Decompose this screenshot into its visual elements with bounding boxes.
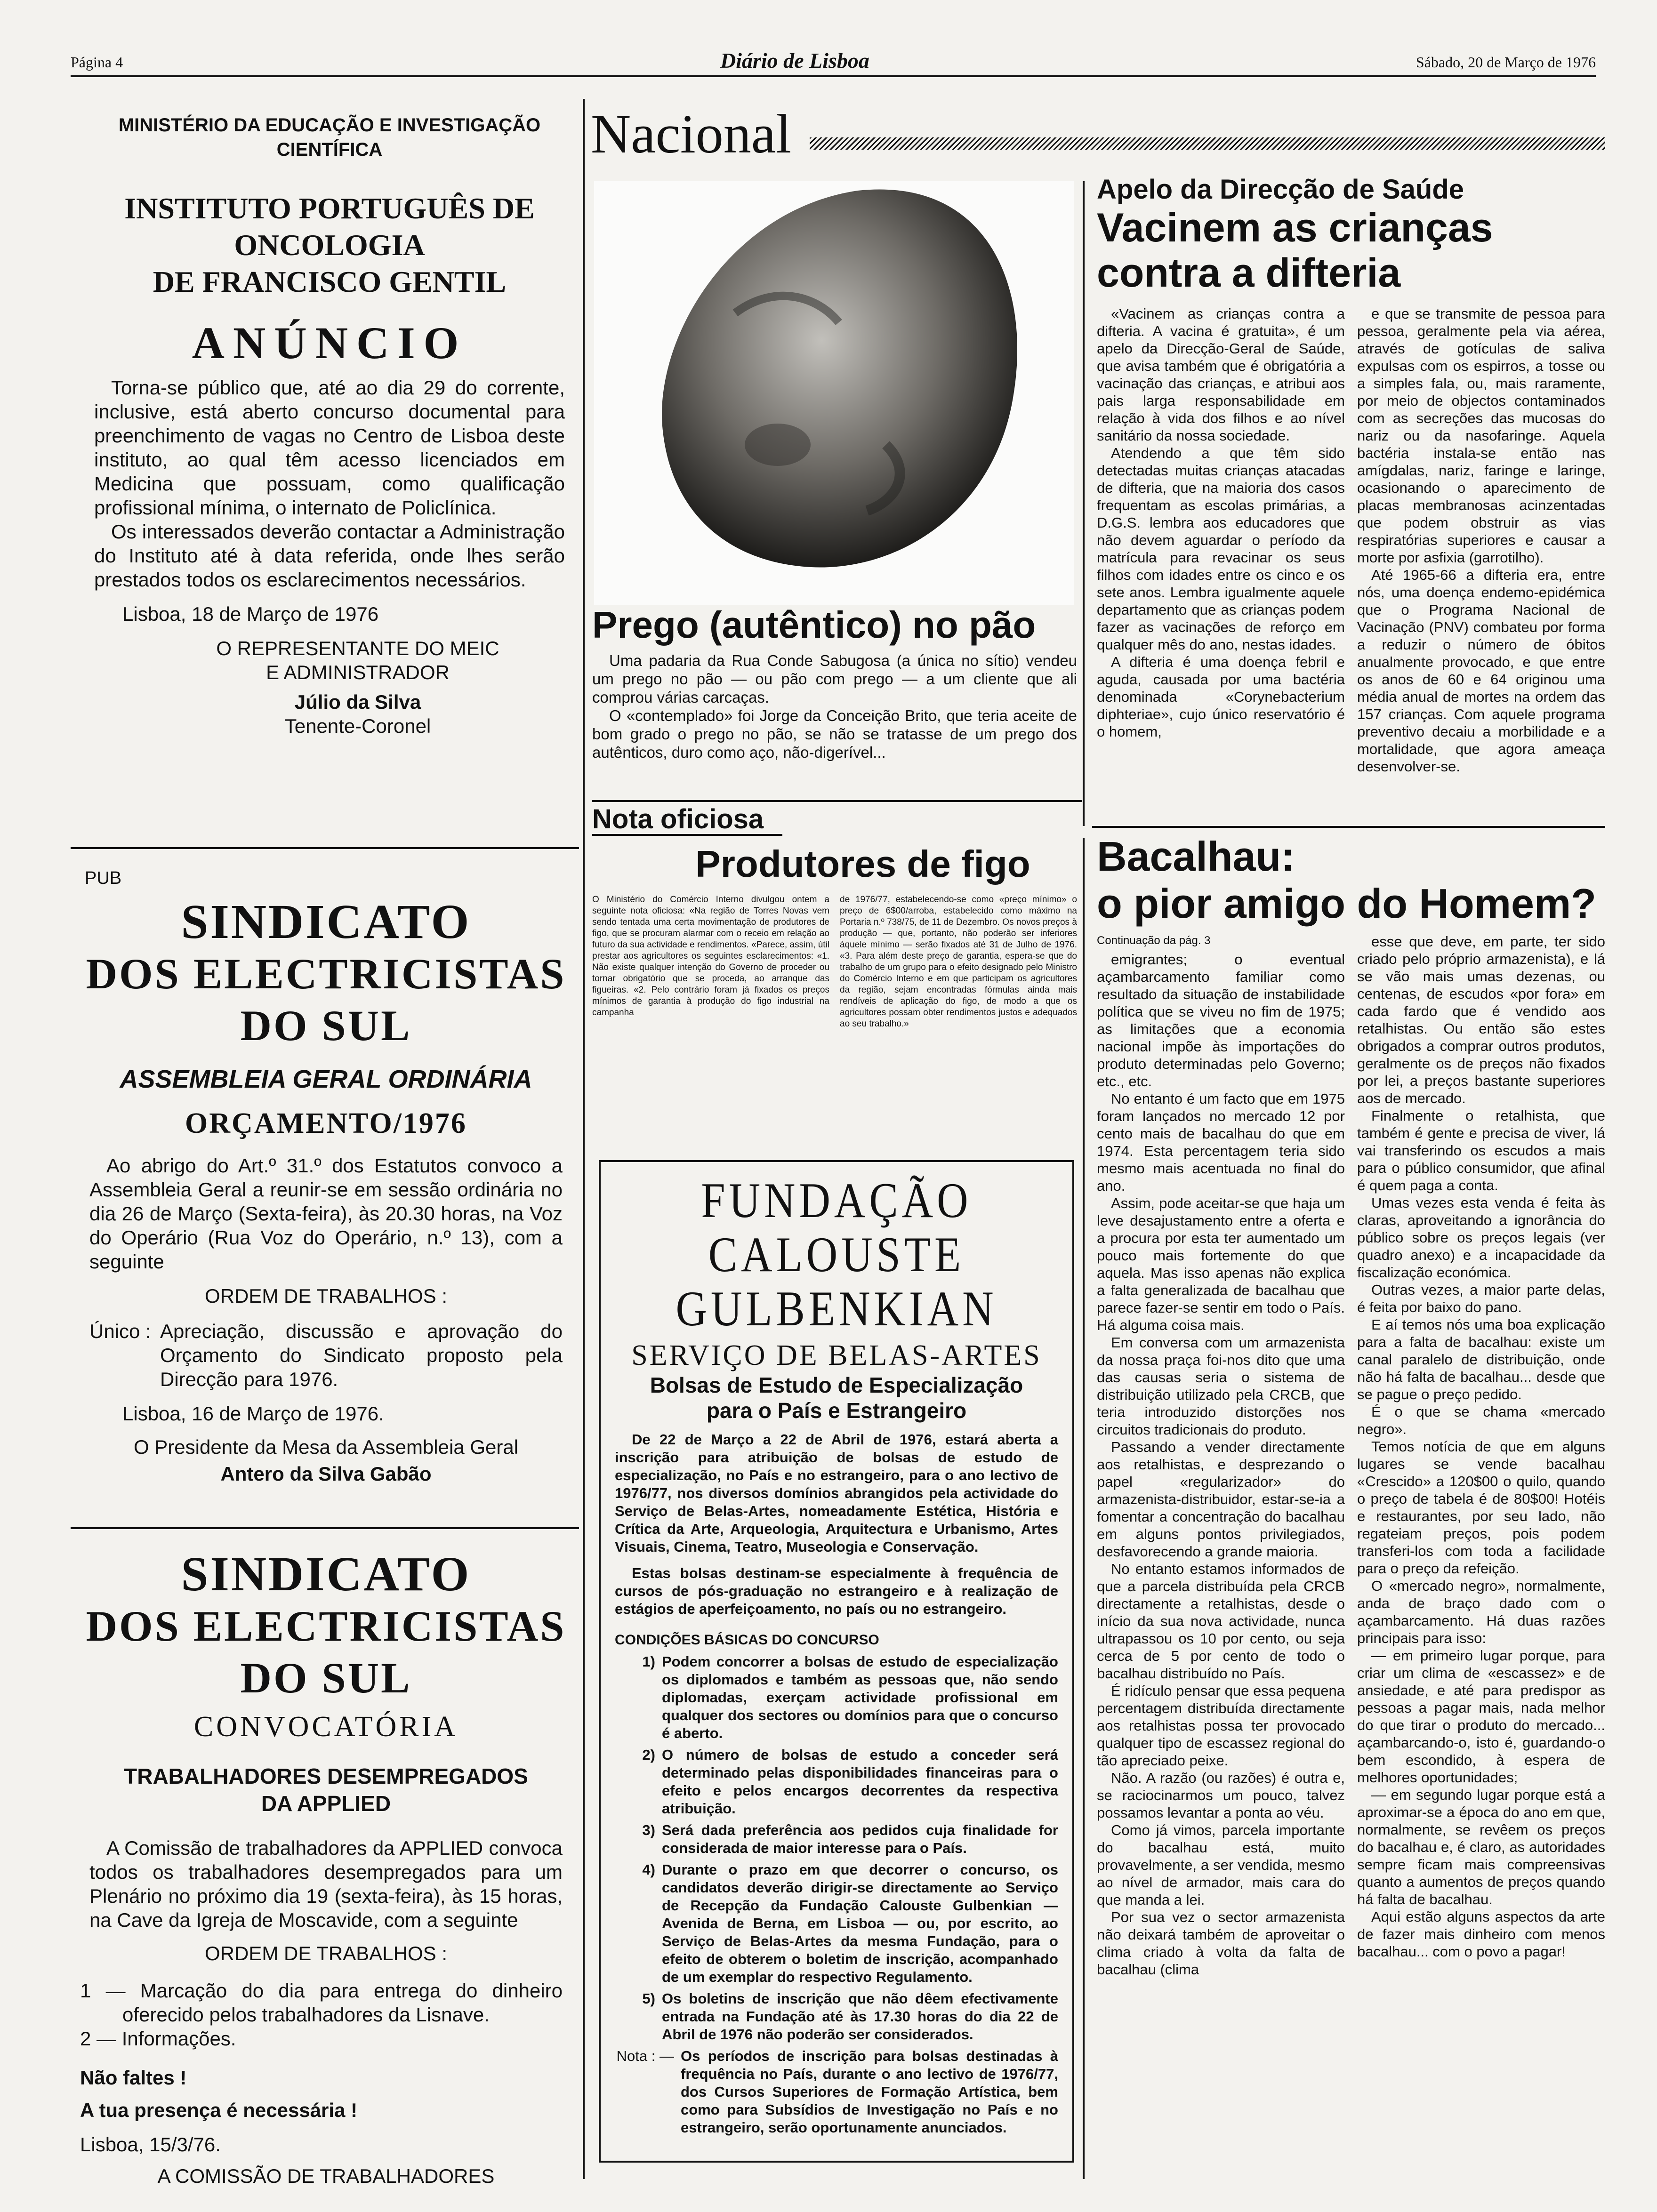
foundation-name xyxy=(615,1173,1058,1336)
conditions-list xyxy=(615,1653,1058,2137)
nota-oficiosa xyxy=(592,805,1077,1030)
signer-role-2: E ADMINISTRADOR xyxy=(266,661,450,683)
agenda-item-2: 2 — Informações. xyxy=(80,2028,236,2050)
vacina-column-2 xyxy=(1357,305,1605,775)
vacina-paragraph: Até 1965-66 a difteria era, entre nós, uma doença endemo-epidémica que o Programa Nacional de Vacinação (PNV) combateu por forma a reduzir o número de óbitos anualmente provocado, e que entre os anos de 60 e 64 originou uma média anual de mortes na ordem das 157 crianças. Com aquele programa preventivo decaiu a morbilidade e a mortalidade, que agora ameaça desenvolver-se. xyxy=(1357,567,1605,775)
condition-number: 4) xyxy=(642,1861,655,1878)
vacina-columns xyxy=(1097,305,1605,775)
signer-rank: Tenente-Coronel xyxy=(284,715,431,737)
page-number: Página 4 xyxy=(71,54,123,71)
bacalhau-paragraph: No entanto estamos informados de que a parcela distribuída pela CRCB directamente a retalhistas, desde o início da sua nova actividade, nunca ultrapassou os 10 por cento, ou seja cerca de 5 por cento de todo o bacalhau distribuído no País. xyxy=(1097,1561,1345,1682)
agenda-heading: ORDEM DE TRABALHOS : xyxy=(205,1942,447,1964)
column-rule-left xyxy=(583,99,585,2179)
bacalhau-paragraph: esse que deve, em parte, ter sido criado pelo próprio armazenista), e lá se vão mais umas dezenas, ou centenas, de escudos «por fora» em cada fardo que é vendido aos retalhistas. Ou então são estes obrigados a comprar outros produtos, geralmente os de preços não fixados por lei, a preços bastante superiores aos de mercado. xyxy=(1357,933,1605,1106)
bacalhau-paragraph: Passando a vender directamente aos retalhistas, e desprezando o papel «regularizador» do armazenista-distribuidor, estar-se-ia a fomentar a concentração do bacalhau em alguns pontos privilegiados, desfavorecendo a grande maioria. xyxy=(1097,1439,1345,1560)
bacalhau-paragraph: O «mercado negro», normalmente, anda de braço dado com o açambarcamento. Há duas razões principais para isso: xyxy=(1357,1578,1605,1646)
prego-body-2: O «contemplado» foi Jorge da Conceição Brito, que teria aceite de bom grado o prego no pão, se não se tratasse de um prego dos autênticos, duro como aço, não-digerível... xyxy=(592,707,1077,761)
bacalhau-paragraph: No entanto é um facto que em 1975 foram lançados no mercado 12 por cento mais de bacalhau do que em 1974. Esta percentagem teria sido mesmo mais acentuada no final do ano. xyxy=(1097,1090,1345,1194)
bacalhau-paragraph: Em conversa com um armazenista da nossa praça foi-nos dito que uma das causas seria o sistema de distribuição utilizado pela CRCB, que teria introduzido distorções nos circuitos tradicionais do produto. xyxy=(1097,1334,1345,1438)
condition-number: Nota : — xyxy=(616,2048,674,2064)
vacina-column-1 xyxy=(1097,305,1345,775)
gulbenkian-ad xyxy=(599,1160,1074,2163)
condition-item xyxy=(615,1821,1058,1857)
condition-item xyxy=(615,1861,1058,1986)
bacalhau-paragraph: Como já vimos, parcela importante do bacalhau está, muito provavelmente, a ser vendida, mesmo ao nível de armador, mais cara do que manda a lei. xyxy=(1097,1822,1345,1908)
union-name xyxy=(71,1548,581,1704)
convocation-subject xyxy=(71,1763,581,1817)
bacalhau-paragraph: Por sua vez o sector armazenista não deixará também de aproveitar o clima criado à volta da falta de bacalhau (clima xyxy=(1097,1909,1345,1978)
signer-name: Júlio da Silva xyxy=(294,691,421,713)
union-name-line-1: SINDICATO xyxy=(181,895,471,949)
masthead-rule xyxy=(71,75,1596,77)
sindicato-convocation-ad xyxy=(71,1548,581,2188)
bacalhau-paragraph: Outras vezes, a maior parte delas, é feita por baixo do pano. xyxy=(1357,1282,1605,1315)
grant-purpose: Estas bolsas destinam-se especialmente à frequência de cursos de pós-graduação no estrangeiro e à realização de estágios de aperfeiçoamento, no país ou no estrangeiro. xyxy=(615,1565,1058,1617)
divider xyxy=(1092,826,1605,828)
column-rule-middle xyxy=(1083,181,1085,826)
grant-title-line-2: para o País e Estrangeiro xyxy=(706,1398,967,1423)
section-title: Nacional xyxy=(591,103,791,165)
prego-article xyxy=(592,602,1077,761)
nota-columns xyxy=(592,894,1077,1030)
condition-item xyxy=(615,1990,1058,2044)
announcement-heading: ANÚNCIO xyxy=(192,318,467,368)
subject-line-2: DA APPLIED xyxy=(261,1791,391,1816)
vacina-kicker: Apelo da Direcção de Saúde xyxy=(1097,174,1464,205)
assembly-signer: Antero da Silva Gabão xyxy=(220,1463,432,1485)
service-name: SERVIÇO DE BELAS-ARTES xyxy=(631,1339,1042,1371)
bread-with-nail-image xyxy=(594,181,1074,605)
union-name-line-2: DOS ELECTRICISTAS DO SUL xyxy=(86,950,566,1050)
bacalhau-paragraph: Aqui estão alguns aspectos da arte de fazer mais dinheiro com menos bacalhau... com o povo a pagar! xyxy=(1357,1908,1605,1960)
signer-role-1: O REPRESENTANTE DO MEIC xyxy=(216,637,499,659)
bacalhau-title xyxy=(1097,833,1605,927)
condition-number: 1) xyxy=(642,1653,655,1670)
condition-item xyxy=(615,1653,1058,1742)
condition-text: Será dada preferência aos pedidos cuja finalidade for considerada de maior interesse para o País. xyxy=(662,1822,1058,1856)
institute-line-1: INSTITUTO PORTUGUÊS DE ONCOLOGIA xyxy=(124,192,535,262)
condition-number: 2) xyxy=(642,1747,655,1763)
condition-text: Os períodos de inscrição para bolsas destinadas à frequência no País, durante o ano lectivo de 1976/77, dos Cursos Superiores de Formação Artística, bem como para Subsídios de Investigação no País e no estrangeiro, serão oportunamente anunciados. xyxy=(681,2048,1058,2136)
condition-text: Os boletins de inscrição que não dêem efectivamente entrada na Fundação até às 17.30 horas do dia 22 de Abril de 1976 não poderão ser considerados. xyxy=(662,1990,1058,2043)
continuation-note: Continuação da pág. 3 xyxy=(1097,934,1211,947)
bacalhau-paragraph: Não. A razão (ou razões) é outra e, se raciocinarmos um pouco, talvez possamos levantar a ponta ao véu. xyxy=(1097,1770,1345,1821)
assembly-date: Lisboa, 16 de Março de 1976. xyxy=(122,1403,384,1425)
assembly-body: Ao abrigo do Art.º 31.º dos Estatutos convoco a Assembleia Geral a reunir-se em sessão ordinária no dia 26 de Março (Sexta-feira), às 20.30 horas, na Voz do Operário (Rua Voz do Operário, n.º 13), com a seguinte xyxy=(89,1154,563,1273)
vacina-paragraph: A difteria é uma doença febril e aguda, causada por uma bactéria denominada «Corynebacterium diphteriae», cujo único reservatório é o homem, xyxy=(1097,654,1345,740)
bacalhau-paragraph: — em segundo lugar porque está a aproximar-se a época do ano em que, normalmente, se revêem os preços do bacalhau e, é claro, as autoridades sempre ficam mais compreensivas quanto a aumentos de preços quando há falta de bacalhau. xyxy=(1357,1787,1605,1907)
nota-title: Produtores de figo xyxy=(695,843,1030,885)
condition-text: Podem concorrer a bolsas de estudo de especialização os diplomados e também as pessoas que, não sendo diplomadas, exerçam actividade profissional em qualquer dos sectores ou domínios para que o concurso é aberto. xyxy=(662,1653,1058,1741)
prego-title: Prego (autêntico) no pão xyxy=(592,604,1036,646)
institute-line-2: DE FRANCISCO GENTIL xyxy=(153,265,507,298)
vacina-paragraph: e que se transmite de pessoa para pessoa, geralmente pela via aérea, através de gotículas de saliva expulsas com os espirros, a tosse ou a simples fala, ou, mais raramente, por meio de objectos contaminados com as secreções das mucosas do nariz ou da nasofaringe. Aquela bactéria instala-se então nas amígdalas, nariz, faringe e laringe, ocasionando o aparecimento de placas membranosas acinzentadas que podem obstruir as vias respiratórias superiores e causar a morte por asfixia (garrotilho). xyxy=(1357,305,1605,566)
subject-line-1: TRABALHADORES DESEMPREGADOS xyxy=(124,1764,528,1788)
bacalhau-paragraph: emigrantes; o eventual açambarcamento familiar como resultado da situação de instabilidade política que se viveu no fim de 1975; as limitações que a economia nacional impõe às importações do produto determinadas pelo Governo; etc., etc. xyxy=(1097,951,1345,1090)
union-name xyxy=(71,896,581,1051)
bread-photo xyxy=(594,181,1074,605)
union-name-line-1: SINDICATO xyxy=(181,1547,471,1601)
convocation-date: Lisboa, 15/3/76. xyxy=(80,2133,221,2156)
bacalhau-column-1 xyxy=(1097,933,1345,1978)
vacina-title xyxy=(1097,205,1605,296)
nota-kicker: Nota oficiosa xyxy=(592,805,782,836)
union-name-line-2: DOS ELECTRICISTAS DO SUL xyxy=(86,1602,566,1702)
nota-column-1: O Ministério do Comércio Interno divulgou ontem a seguinte nota oficiosa: «Na região de Torres Novas vem sendo tentada uma certa movimentação de produtores de figo, que se procuram alarmar com o receio em relação ao futuro da sua actividade e rendimentos. «Parece, assim, útil prestar aos agricultores os seguintes esclarecimentos: «1. Não existe qualquer intenção do Governo de proceder ou tornar obrigatório que se proceda, ao arranque das figueiras. «2. Pelo contrário foram já fixados os preços mínimos de garantia à produção do figo industrial na campanha xyxy=(592,895,829,1018)
bacalhau-column-1-body xyxy=(1097,951,1345,1978)
bacalhau-columns xyxy=(1097,933,1605,1978)
assembly-signer-role: O Presidente da Mesa da Assembleia Geral xyxy=(133,1436,519,1458)
agenda-item xyxy=(71,1319,581,1391)
condition-item xyxy=(615,2047,1058,2137)
foundation-name-line-1: FUNDAÇÃO CALOUSTE xyxy=(701,1172,972,1282)
edition-date: Sábado, 20 de Março de 1976 xyxy=(1416,54,1596,71)
condition-text: O número de bolsas de estudo a conceder será determinado pelas disponibilidades financeiras para o efeito e pelos encargos decorrentes da respectiva atribuição. xyxy=(662,1747,1058,1817)
condition-number: 3) xyxy=(642,1822,655,1838)
vacina-title-line-2: contra a difteria xyxy=(1097,250,1401,296)
vacina-article xyxy=(1097,174,1605,775)
grant-title xyxy=(615,1372,1058,1423)
vacina-paragraph: «Vacinem as crianças contra a difteria. A vacina é gratuita», é um apelo da Direcção-Geral de Saúde, que avisa também que é obrigatória a vacinação das crianças, e atribui aos pais larga responsabilidade em relação à vida dos filhos e ao nível sanitário da nossa sociedade. xyxy=(1097,305,1345,444)
announcement-date: Lisboa, 18 de Março de 1976 xyxy=(122,603,379,625)
assembly-title: ASSEMBLEIA GERAL ORDINÁRIA xyxy=(120,1065,532,1093)
bacalhau-title-line-2: o pior amigo do Homem? xyxy=(1097,880,1596,927)
bacalhau-paragraph: Finalmente o retalhista, que também é gente e precisa de viver, lá vai transferindo os escudos a mais para o público consumidor, que afinal é quem paga a conta. xyxy=(1357,1107,1605,1194)
bacalhau-title-line-1: Bacalhau: xyxy=(1097,833,1295,880)
conditions-heading: CONDIÇÕES BÁSICAS DO CONCURSO xyxy=(615,1632,879,1648)
condition-item xyxy=(615,1746,1058,1818)
pub-label: PUB xyxy=(85,868,122,888)
column-rule-middle-2 xyxy=(1083,838,1085,2179)
foundation-name-line-2: GULBENKIAN xyxy=(676,1281,997,1337)
bacalhau-article xyxy=(1097,833,1605,1978)
divider xyxy=(71,847,579,849)
condition-number: 5) xyxy=(642,1990,655,2007)
grant-title-line-1: Bolsas de Estudo de Especialização xyxy=(650,1373,1023,1397)
divider xyxy=(592,800,1082,802)
ministry-name: MINISTÉRIO DA EDUCAÇÃO E INVESTIGAÇÃO CIENTÍFICA xyxy=(118,115,541,160)
grant-intro: De 22 de Março a 22 de Abril de 1976, estará aberta a inscrição para atribuição de bolsas de estudo de especialização, no País e no estrangeiro, para o ano lectivo de 1976/77, nos diversos domínios abrangidos pela actividade do Serviço de Belas-Artes, nomeadamente Estética, História e Crítica da Arte, Arqueologia, Arquitectura e Urbanismo, Artes Visuais, Cinema, Teatro, Museologia e Conservação. xyxy=(615,1431,1058,1555)
institute-name xyxy=(94,190,565,300)
bacalhau-paragraph: Assim, pode aceitar-se que haja um leve desajustamento entre a oferta e a procura por esta ter aumentado um pouco mais fortemente do que aquela. Mas isso apenas não explica a falta generalizada de bacalhau que parece fazer-se sentir em todo o País. Há alguma coisa mais. xyxy=(1097,1195,1345,1333)
agenda-item-1: 1 — Marcação do dia para entrega do dinheiro oferecido pelos trabalhadores da Lisnave. xyxy=(80,1980,563,2026)
sindicato-assembly-ad xyxy=(71,868,581,1486)
divider xyxy=(71,1527,579,1529)
announcement-body: Torna-se público que, até ao dia 29 do corrente, inclusive, está aberto concurso documental para preenchimento de vagas no Centro de Lisboa deste instituto, ao qual têm acesso licenciados em Medicina que possuam, como qualificação profissional mínima, o internato de Policlínica. xyxy=(94,377,565,519)
bacalhau-column-2 xyxy=(1357,933,1605,1978)
convocation-body: A Comissão de trabalhadores da APPLIED convoca todos os trabalhadores desempregados para um Plenário no próximo dia 19 (sexta-feira), às 15 horas, na Cave da Igreja de Moscavide, com a seguinte xyxy=(89,1837,563,1931)
bacalhau-paragraph: É o que se chama «mercado negro». xyxy=(1357,1403,1605,1437)
call-to-action-1: Não faltes ! xyxy=(80,2067,187,2089)
announcement-signature xyxy=(94,636,565,738)
budget-title: ORÇAMENTO/1976 xyxy=(185,1107,467,1139)
meic-announcement xyxy=(94,113,565,738)
bacalhau-paragraph: Umas vezes esta venda é feita às claras, aproveitando a ignorância do público sobre os preços legais (ver quadro anexo) e a incapacidade da fiscalização económica. xyxy=(1357,1194,1605,1281)
section-hatch xyxy=(810,137,1605,150)
bacalhau-paragraph: Temos notícia de que em alguns lugares se vende bacalhau «Crescido» a 120$00 o quilo, quando o preço de tabela é de 80$00! Hotéis e restaurantes, por seu lado, não regateiam preços, pois podem transferi-los com toda a facilidade para o preço da refeição. xyxy=(1357,1438,1605,1577)
vacina-title-line-1: Vacinem as crianças xyxy=(1097,205,1493,250)
convocation-signer: A COMISSÃO DE TRABALHADORES xyxy=(157,2165,495,2187)
vacina-paragraph: Atendendo a que têm sido detectadas muitas crianças atacadas de difteria, que na maioria dos casos frequentam as escolas primárias, a D.G.S. lembra aos educadores que não devem aguardar o período da matrícula para revacinar os seus filhos com idades entre os cinco e os sete anos. Lembra igualmente aquele departamento que as crianças podem fazer as vacinações de reforço em qualquer mês do ano, nestas idades. xyxy=(1097,445,1345,653)
nota-column-2: de 1976/77, estabelecendo-se como «preço mínimo» o preço de 6$00/arroba, estabelecido como máximo na Portaria n.º 738/75, de 11 de Dezembro. Os novos preços à produção — que, portanto, não poderão ser inferiores àquele mínimo — serão fixados até 31 de Julho de 1976. «3. Para além deste preço de garantia, espera-se que do trabalho de um grupo para o efeito designado pelo Ministro do Comércio Interno e em que participam os agricultores da região, sejam encontradas fórmulas ainda mais rendíveis de aplicação do figo, de modo a que os agricultores possam obter rendimentos justos e adequados ao seu trabalho.» xyxy=(840,895,1077,1029)
bacalhau-paragraph: — em primeiro lugar porque, para criar um clima de «escassez» e de ansiedade, e até para predispor as pessoas a pagar mais, nada melhor do que tirar o produto do mercado... açambarcando-o, isto é, guardando-o bem escondido, à espera de melhores oportunidades; xyxy=(1357,1647,1605,1786)
newspaper-name: Diário de Lisboa xyxy=(720,48,869,72)
agenda-item-text: Apreciação, discussão e aprovação do Orçamento do Sindicato proposto pela Direcção para 1976. xyxy=(160,1320,563,1390)
condition-text: Durante o prazo em que decorrer o concurso, os candidatos deverão dirigir-se directamente ao Serviço de Recepção da Fundação Calouste Gulbenkian — Avenida de Berna, em Lisboa — ou, por escrito, ao Serviço de Belas-Artes da mesma Fundação, para o efeito de obterem o boletim de inscrição, acompanhado de um exemplar do respectivo Regulamento. xyxy=(662,1861,1058,1985)
bacalhau-paragraph: É ridículo pensar que essa pequena percentagem distribuída directamente aos retalhistas possa ter provocado qualquer tipo de escassez regional do tão apreciado peixe. xyxy=(1097,1683,1345,1769)
convocation-title: CONVOCATÓRIA xyxy=(193,1711,458,1743)
agenda-heading: ORDEM DE TRABALHOS : xyxy=(205,1285,447,1307)
agenda-item-label: Único : xyxy=(89,1320,151,1342)
prego-body-1: Uma padaria da Rua Conde Sabugosa (a única no sítio) vendeu um prego no pão — ou pão com prego — a um cliente que ali comprou várias carcaças. xyxy=(592,652,1077,706)
bacalhau-paragraph: E aí temos nós uma boa explicação para a falta de bacalhau: existe um canal paralelo de distribuição, onde não há falta de bacalhau... desde que se pague o preço pedido. xyxy=(1357,1316,1605,1403)
call-to-action-2: A tua presença é necessária ! xyxy=(80,2099,358,2121)
announcement-contact: Os interessados deverão contactar a Administração do Instituto até à data referida, onde lhes serão prestados todos os esclarecimentos necessários. xyxy=(94,521,565,591)
